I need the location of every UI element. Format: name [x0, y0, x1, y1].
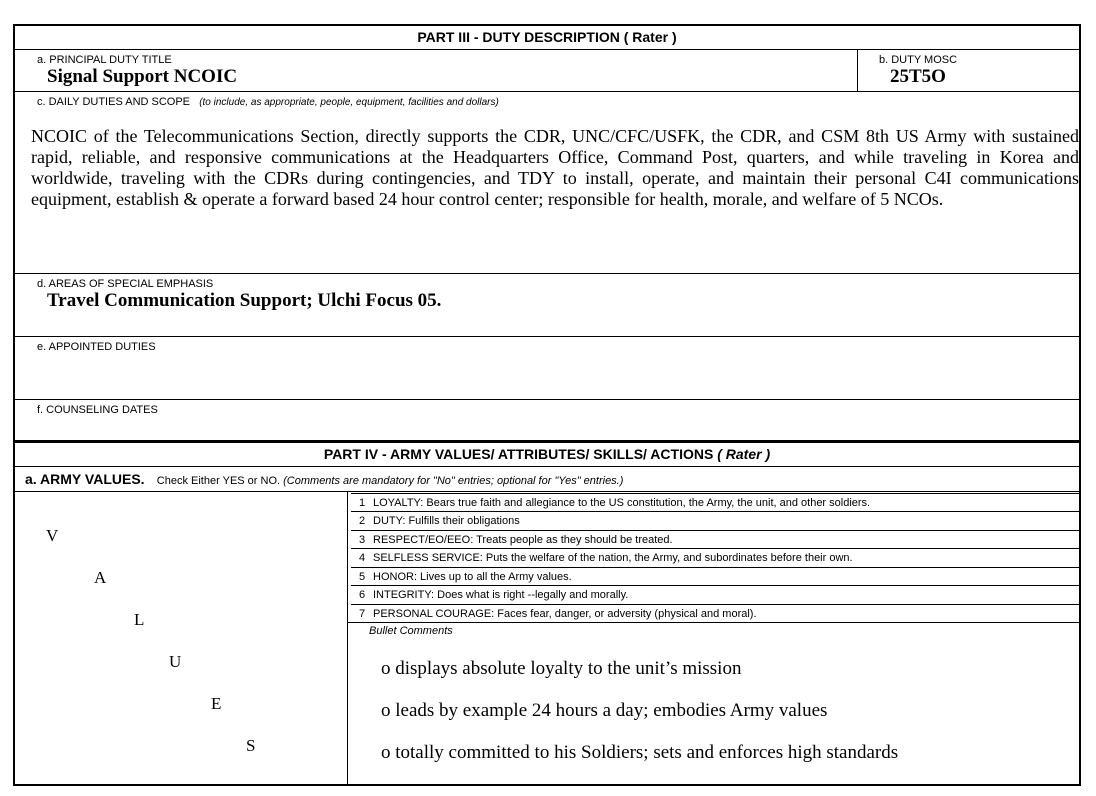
appointed-duties-label: e. APPOINTED DUTIES	[37, 341, 156, 353]
part3-title-rater: ( Rater )	[623, 29, 677, 45]
divider	[15, 49, 1079, 50]
army-values-instruction: Check Either YES or NO.	[156, 475, 281, 487]
divider	[15, 466, 1079, 467]
daily-duties-hint: (to include, as appropriate, people, equipment, facilities and dollars)	[199, 97, 499, 108]
principal-duty-label: a. PRINCIPAL DUTY TITLE	[37, 54, 172, 66]
value-row-selfless-service[interactable]	[351, 548, 1079, 567]
value-num: 1	[359, 497, 366, 509]
value-text: SELFLESS SERVICE: Puts the welfare of the nation, the Army, and subordinates before their own.	[373, 552, 853, 564]
bullet-comments-label: Bullet Comments	[369, 625, 453, 637]
value-text: HONOR: Lives up to all the Army values.	[373, 571, 572, 583]
duty-mosc-label: b. DUTY MOSC	[879, 54, 958, 66]
part4-title-text: PART IV - ARMY VALUES/ ATTRIBUTES/ SKILLS/ ACTIONS	[323, 446, 714, 462]
evaluation-form	[13, 24, 1081, 786]
appointed-duties-field[interactable]	[15, 356, 1079, 398]
values-letter-a: A	[94, 568, 107, 587]
part3-title	[15, 29, 1079, 45]
bullet-comment[interactable]: o totally committed to his Soldiers; sets and enforces high standards	[381, 742, 899, 763]
value-num: 3	[359, 534, 366, 546]
value-text: PERSONAL COURAGE: Faces fear, danger, or adversity (physical and moral).	[373, 608, 757, 620]
part4-title-rater: ( Rater )	[717, 446, 771, 462]
vertical-divider	[347, 491, 348, 786]
army-values-note: (Comments are mandatory for "No" entries; optional for "Yes" entries.)	[283, 475, 624, 487]
values-letter-e: E	[211, 694, 222, 713]
value-num: 4	[359, 552, 366, 564]
values-letter-l: L	[134, 610, 145, 629]
divider	[15, 91, 1079, 92]
principal-duty-value[interactable]: Signal Support NCOIC	[47, 66, 238, 87]
value-row-integrity[interactable]	[351, 585, 1079, 604]
value-row-respect[interactable]	[351, 530, 1079, 549]
divider	[348, 622, 1079, 623]
value-row-personal-courage[interactable]	[351, 604, 1079, 623]
value-row-loyalty[interactable]	[351, 493, 1079, 512]
bullet-comment[interactable]: o displays absolute loyalty to the unit’s mission	[381, 658, 742, 679]
counseling-dates-label: f. COUNSELING DATES	[37, 404, 158, 416]
vertical-divider	[857, 49, 858, 91]
thick-divider	[15, 440, 1079, 443]
divider	[15, 399, 1079, 400]
army-values-label: a. ARMY VALUES.	[25, 471, 145, 487]
divider	[15, 491, 1079, 492]
daily-duties-text[interactable]: NCOIC of the Telecommunications Section, directly supports the CDR, UNC/CFC/USFK, the CDR, and CSM 8th US Army with sustained rapid, reliable, and responsive communications at the Headquarters Office, Command Post, quarters, and while traveling in Korea and worldwide, traveling with the CDRs during contingencies, and TDY to install, operate, and maintain their personal C4I communications equipment, establish & operate a forward based 24 hour control center; responsible for health, morale, and welfare of 5 NCOs.	[31, 126, 1079, 209]
value-text: INTEGRITY: Does what is right --legally and morally.	[373, 589, 629, 601]
value-text: LOYALTY: Bears true faith and allegiance to the US constitution, the Army, the unit, and other soldiers.	[373, 497, 871, 509]
special-emphasis-value[interactable]: Travel Communication Support; Ulchi Focus 05.	[47, 290, 442, 311]
part3-title-text: PART III - DUTY DESCRIPTION	[417, 29, 620, 45]
value-row-duty[interactable]	[351, 511, 1079, 530]
daily-duties-label-text: c. DAILY DUTIES AND SCOPE	[37, 96, 191, 108]
bullet-comment[interactable]: o leads by example 24 hours a day; embodies Army values	[381, 700, 828, 721]
daily-duties-label	[37, 96, 499, 108]
value-text: DUTY: Fulfills their obligations	[373, 515, 520, 527]
value-text: RESPECT/EO/EEO: Treats people as they should be treated.	[373, 534, 673, 546]
value-num: 6	[359, 589, 366, 601]
values-letter-v: V	[46, 526, 59, 545]
divider	[15, 273, 1079, 274]
special-emphasis-label: d. AREAS OF SPECIAL EMPHASIS	[37, 278, 214, 290]
value-num: 5	[359, 571, 366, 583]
value-row-honor[interactable]	[351, 567, 1079, 586]
divider	[15, 336, 1079, 337]
army-values-header	[25, 471, 623, 487]
part4-title	[15, 446, 1079, 462]
counseling-dates-field[interactable]	[15, 419, 1079, 439]
duty-mosc-value[interactable]: 25T5O	[890, 66, 946, 87]
value-num: 7	[359, 608, 366, 620]
values-letter-s: S	[246, 736, 256, 755]
values-letter-u: U	[169, 652, 182, 671]
value-num: 2	[359, 515, 366, 527]
